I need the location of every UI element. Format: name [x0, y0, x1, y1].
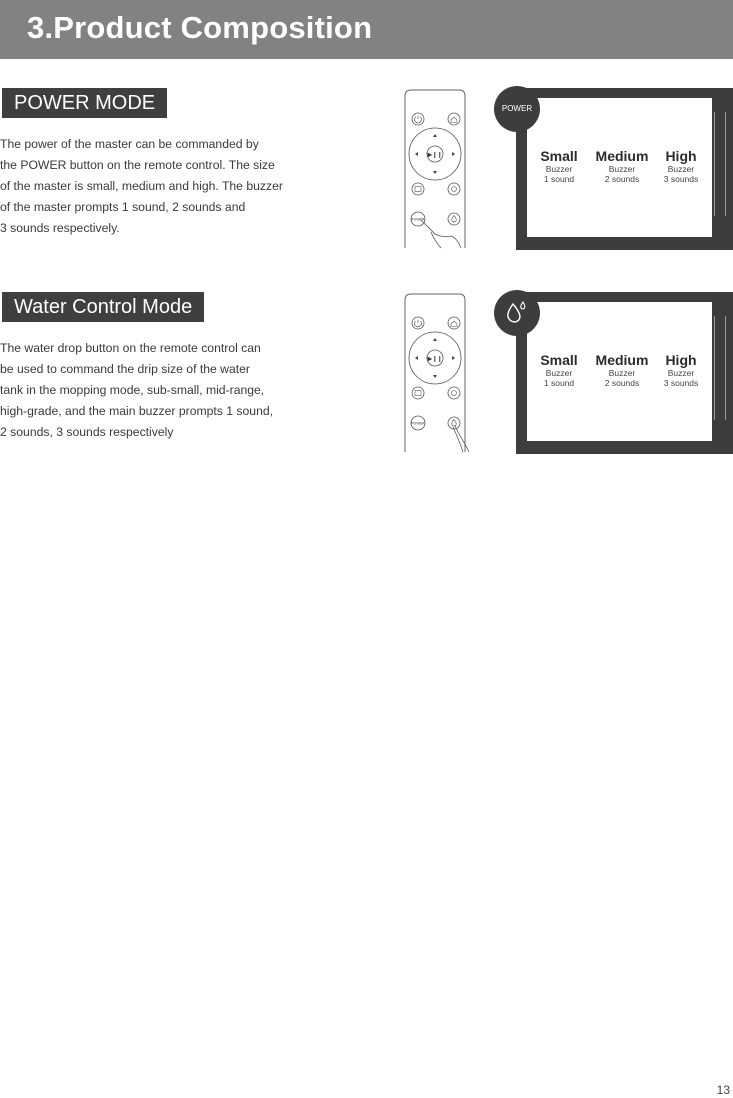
- level-sound-label: 3 sounds: [663, 174, 699, 184]
- description-line: of the master is small, medium and high. The buzzer: [0, 179, 283, 193]
- power-badge: POWER: [494, 86, 540, 132]
- description-line: 2 sounds, 3 sounds respectively: [0, 425, 174, 439]
- remote-power-label: POWER: [411, 217, 425, 222]
- level-buzzer-label: Buzzer: [608, 368, 636, 378]
- level-buzzer-label: Buzzer: [667, 368, 695, 378]
- level-buzzer-label: Buzzer: [608, 164, 636, 174]
- level-sound-label: 2 sounds: [604, 174, 640, 184]
- level-high-water: [646, 352, 716, 388]
- power-mode-description: [0, 134, 340, 239]
- remote-power-label: POWER: [411, 421, 425, 426]
- level-size-label: High: [665, 352, 697, 368]
- level-sound-label: 1 sound: [543, 378, 575, 388]
- level-buzzer-label: Buzzer: [545, 368, 573, 378]
- level-buzzer-label: Buzzer: [667, 164, 695, 174]
- level-size-label: Medium: [595, 352, 649, 368]
- level-size-label: Small: [540, 148, 578, 164]
- description-line: The water drop button on the remote control can: [0, 341, 261, 355]
- remote-control-illustration: [401, 292, 469, 454]
- description-line: the POWER button on the remote control. The size: [0, 158, 275, 172]
- level-high-power: [646, 148, 716, 184]
- level-size-label: Medium: [595, 148, 649, 164]
- description-line: high-grade, and the main buzzer prompts 1 sound,: [0, 404, 274, 418]
- level-size-label: High: [665, 148, 697, 164]
- water-drop-badge: [494, 290, 540, 336]
- page-header: [0, 0, 733, 59]
- level-small-water: [524, 352, 594, 388]
- description-line: 3 sounds respectively.: [0, 221, 120, 235]
- level-size-label: Small: [540, 352, 578, 368]
- page-title: 3.Product Composition: [27, 10, 373, 45]
- level-buzzer-label: Buzzer: [545, 164, 573, 174]
- description-line: The power of the master can be commanded by: [0, 137, 259, 151]
- level-sound-label: 3 sounds: [663, 378, 699, 388]
- level-sound-label: 2 sounds: [604, 378, 640, 388]
- page-number: 13: [716, 1083, 730, 1097]
- level-sound-label: 1 sound: [543, 174, 575, 184]
- section-tag-power-mode: POWER MODE: [2, 88, 167, 118]
- description-line: of the master prompts 1 sound, 2 sounds and: [0, 200, 246, 214]
- description-line: be used to command the drip size of the water: [0, 362, 250, 376]
- water-drop-icon: [494, 290, 540, 336]
- description-line: tank in the mopping mode, sub-small, mid-range,: [0, 383, 265, 397]
- remote-control-illustration: [401, 88, 469, 250]
- section-tag-water-control-mode: Water Control Mode: [2, 292, 204, 322]
- svg-text:▶❙❙: ▶❙❙: [427, 355, 443, 363]
- svg-text:▶❙❙: ▶❙❙: [427, 151, 443, 159]
- level-small-power: [524, 148, 594, 184]
- water-control-description: [0, 338, 340, 443]
